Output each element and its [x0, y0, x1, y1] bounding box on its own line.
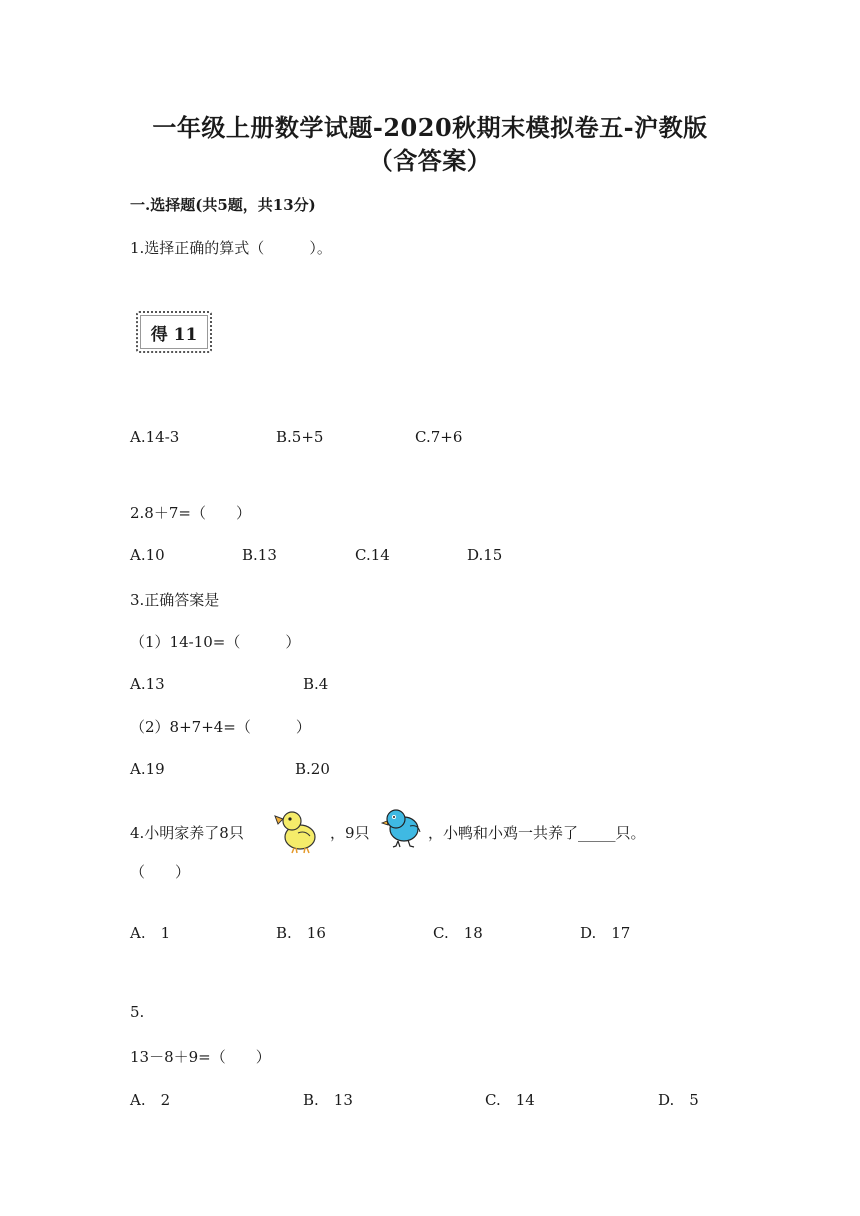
page-subtitle: （含答案）: [368, 146, 492, 175]
question-3-sub1-stem: （1）14-10=（ ）: [130, 633, 301, 651]
question-2-option-d: D.15: [467, 546, 503, 564]
question-5-option-b: B. 13: [303, 1091, 353, 1109]
question-4-option-c: C. 18: [433, 924, 483, 942]
chick-icon: [380, 804, 426, 850]
question-1-option-a: A.14-3: [130, 428, 180, 446]
question-2-stem: 2.8＋7=（ ）: [130, 504, 251, 522]
question-3-sub2-option-a: A.19: [130, 760, 165, 778]
question-5-option-c: C. 14: [485, 1091, 535, 1109]
question-1-option-c: C.7+6: [415, 428, 463, 446]
question-1-picture-text: 得 11: [150, 324, 198, 345]
question-3-sub1-option-a: A.13: [130, 675, 165, 693]
question-2-option-c: C.14: [355, 546, 390, 564]
question-4-option-d: D. 17: [580, 924, 631, 942]
page-title: 一年级上册数学试题-2020秋期末模拟卷五-沪教版: [152, 113, 708, 142]
question-4-answer-paren: （ ）: [130, 863, 191, 881]
question-4-stem-part3: ，小鸭和小鸡一共养了_____只。: [428, 824, 646, 842]
section-heading: 一.选择题(共5题，共13分): [130, 196, 316, 214]
question-4-option-a: A. 1: [130, 924, 171, 942]
question-3-sub2-option-b: B.20: [295, 760, 330, 778]
question-5-option-d: D. 5: [658, 1091, 699, 1109]
question-2-option-b: B.13: [242, 546, 277, 564]
question-5-option-a: A. 2: [130, 1091, 171, 1109]
question-3-stem: 3.正确答案是: [130, 591, 220, 609]
question-4-stem-part2: ，9只: [330, 824, 370, 842]
question-3-sub1-option-b: B.4: [303, 675, 329, 693]
question-1-option-b: B.5+5: [276, 428, 324, 446]
question-3-sub2-stem: （2）8+7+4=（ ）: [130, 718, 311, 736]
question-5-stem: 13－8＋9=（ ）: [130, 1048, 271, 1066]
question-4-stem-part1: 4.小明家养了8只: [130, 824, 244, 842]
question-4-option-b: B. 16: [276, 924, 326, 942]
question-1-stem: 1.选择正确的算式（ ）。: [130, 239, 332, 257]
question-5-number: 5.: [130, 1003, 145, 1021]
duck-icon: [272, 806, 324, 854]
question-2-option-a: A.10: [130, 546, 165, 564]
question-1-picture: [136, 311, 212, 353]
